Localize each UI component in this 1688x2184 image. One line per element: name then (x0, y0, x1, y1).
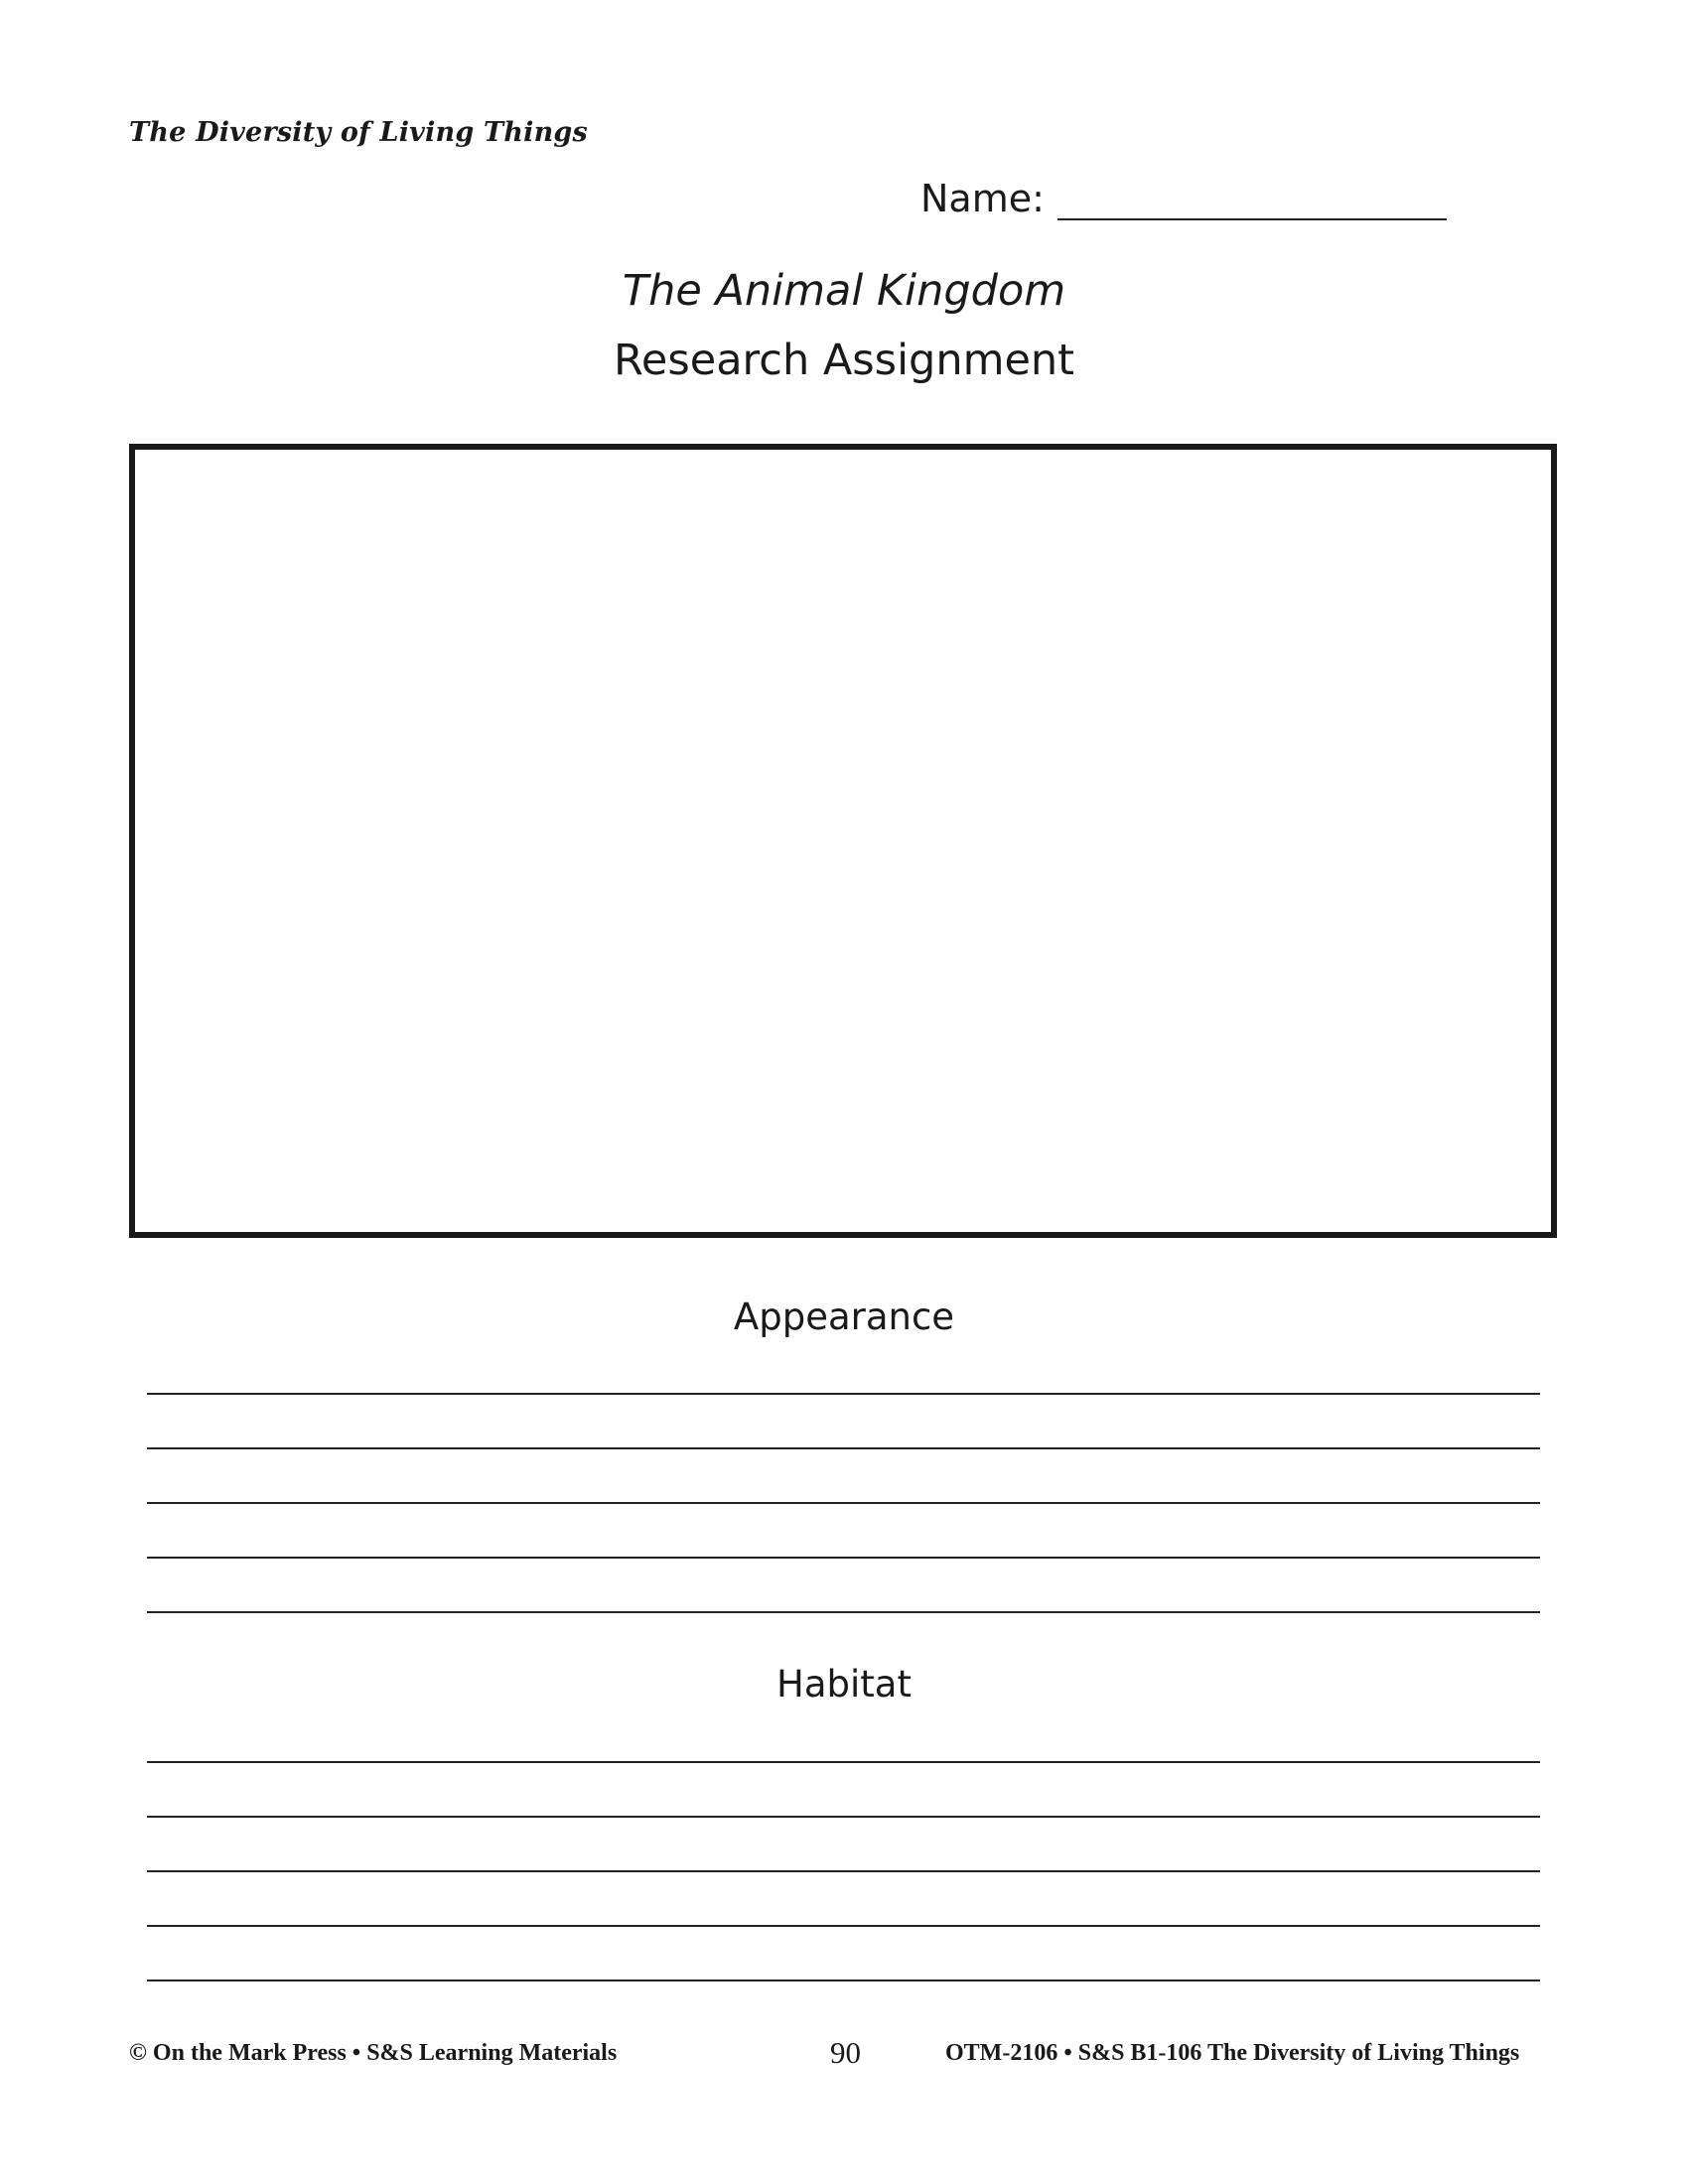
appearance-write-line[interactable] (147, 1502, 1540, 1504)
page-number: 90 (830, 2035, 861, 2070)
footer-copyright: © On the Mark Press • S&S Learning Materials (129, 2040, 618, 2066)
appearance-write-line[interactable] (147, 1393, 1540, 1395)
running-head: The Diversity of Living Things (129, 117, 588, 148)
worksheet-subtitle: Research Assignment (613, 336, 1075, 385)
name-write-line[interactable] (1057, 218, 1447, 220)
habitat-heading: Habitat (776, 1663, 912, 1706)
appearance-write-line[interactable] (147, 1447, 1540, 1449)
worksheet-title: The Animal Kingdom (622, 266, 1066, 316)
habitat-write-line[interactable] (147, 1816, 1540, 1818)
drawing-box[interactable] (129, 444, 1557, 1238)
habitat-write-line[interactable] (147, 1925, 1540, 1927)
name-label: Name: (920, 177, 1045, 220)
footer-publication: OTM-2106 • S&S B1-106 The Diversity of Living Things (945, 2040, 1520, 2066)
name-field (920, 169, 1516, 228)
habitat-write-line[interactable] (147, 1761, 1540, 1763)
habitat-write-line[interactable] (147, 1870, 1540, 1872)
appearance-write-line[interactable] (147, 1611, 1540, 1613)
appearance-write-line[interactable] (147, 1557, 1540, 1559)
habitat-write-line[interactable] (147, 1979, 1540, 1981)
appearance-heading: Appearance (733, 1296, 955, 1338)
